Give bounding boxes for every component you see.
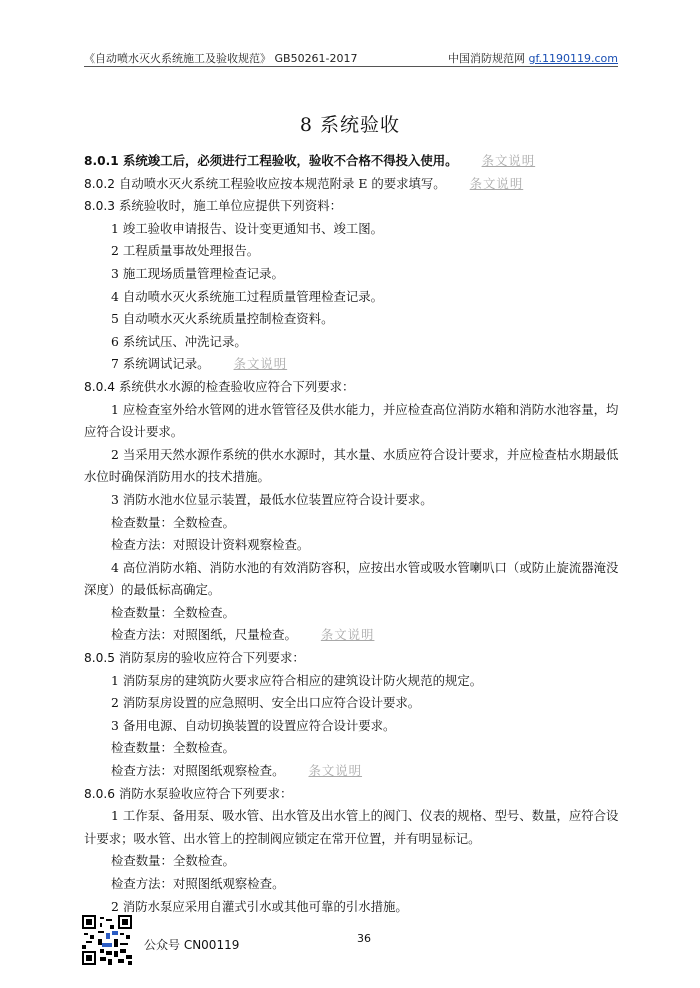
- inspection-method: [84, 624, 624, 647]
- clause-text: 自动喷水灭火系统工程验收应按本规范附录 E 的要求填写。: [118, 175, 446, 191]
- list-item: 6 系统试压、冲洗记录。: [111, 333, 247, 349]
- list-item: 1 应检查室外给水管网的进水管管径及供水能力，并应检查高位消防水箱和消防水池容量，均: [111, 401, 619, 417]
- list-item-continuation: 水位时确保消防用水的技术措施。: [84, 469, 270, 485]
- header-document-title: 《自动喷水灭火系统施工及验收规范》 GB50261-2017: [84, 52, 358, 65]
- page-number: 36: [357, 932, 371, 945]
- list-item-text: 7 系统调试记录。: [111, 356, 210, 372]
- header-site-name: 中国消防规范网: [447, 52, 529, 65]
- inspection-method: 检查方法：对照图纸观察检查。: [111, 876, 285, 891]
- list-item-continuation: 计要求；吸水管、出水管上的控制阀应锁定在常开位置，并有明显标记。: [84, 830, 481, 846]
- list-item: 1 消防泵房的建筑防火要求应符合相应的建筑设计防火规范的规定。: [111, 672, 483, 688]
- list-item: [84, 353, 624, 376]
- list-item: 4 高位消防水箱、消防水池的有效消防容积，应按出水管或吸水管喇叭口（或防止旋流器淹没: [111, 559, 619, 575]
- clause-8-0-5: [84, 647, 624, 670]
- footer-account: 公众号 CN00119: [144, 938, 240, 952]
- clause-8-0-3: [84, 195, 624, 218]
- explanation-link[interactable]: 条文说明: [308, 763, 363, 779]
- explanation-link[interactable]: 条文说明: [481, 153, 536, 168]
- explanation-link[interactable]: 条文说明: [233, 356, 288, 372]
- list-item: 4 自动喷水灭火系统施工过程质量管理检查记录。: [111, 288, 384, 304]
- clause-number: 8.0.4: [84, 379, 116, 394]
- list-item: 2 消防泵房设置的应急照明、安全出口应符合设计要求。: [111, 695, 421, 711]
- clause-text: 系统供水水源的检查验收应符合下列要求：: [118, 378, 355, 394]
- clause-8-0-1: [84, 150, 624, 173]
- inspection-quantity: 检查数量：全数检查。: [111, 514, 235, 530]
- clause-text: 消防泵房的验收应符合下列要求：: [118, 650, 305, 666]
- list-item: 2 当采用天然水源作系统的供水水源时，其水量、水质应符合设计要求，并应检查枯水期最低: [111, 446, 619, 462]
- clause-8-0-2: [84, 173, 624, 196]
- list-item: 2 消防水泵应采用自灌式引水或其他可靠的引水措施。: [111, 898, 408, 914]
- list-item: 3 消防水池水位显示装置，最低水位装置应符合设计要求。: [111, 491, 433, 507]
- document-body: [84, 150, 624, 918]
- page-header: [84, 50, 618, 67]
- inspection-quantity: 检查数量：全数检查。: [111, 604, 235, 620]
- list-item: 2 工程质量事故处理报告。: [111, 243, 260, 259]
- header-site: [448, 50, 618, 66]
- clause-text: 系统竣工后，必须进行工程验收，验收不合格不得投入使用。: [123, 153, 458, 168]
- header-site-link[interactable]: gf.1190119.com: [528, 52, 618, 65]
- list-item: 3 备用电源、自动切换装置的设置应符合设计要求。: [111, 717, 396, 733]
- explanation-link[interactable]: 条文说明: [469, 175, 524, 191]
- inspection-method: [84, 760, 624, 783]
- list-item: 3 施工现场质量管理检查记录。: [111, 265, 284, 281]
- list-item-continuation: 应符合设计要求。: [84, 424, 184, 440]
- explanation-link[interactable]: 条文说明: [320, 627, 375, 643]
- clause-text: 消防水泵验收应符合下列要求：: [118, 785, 293, 801]
- clause-number: 8.0.1: [84, 154, 119, 168]
- clause-text: 系统验收时，施工单位应提供下列资料：: [118, 198, 342, 214]
- inspection-method-text: 检查方法：对照图纸，尺量检查。: [111, 627, 297, 643]
- clause-number: 8.0.6: [84, 786, 116, 801]
- clause-number: 8.0.5: [84, 651, 116, 666]
- clause-8-0-4: [84, 376, 624, 399]
- section-title: 8 系统验收: [299, 114, 401, 136]
- inspection-method: 检查方法：对照设计资料观察检查。: [111, 537, 310, 553]
- inspection-quantity: 检查数量：全数检查。: [111, 853, 235, 869]
- clause-number: 8.0.2: [84, 176, 116, 191]
- clause-8-0-6: [84, 783, 624, 806]
- list-item-continuation: 深度）的最低标高确定。: [84, 582, 221, 598]
- list-item: 5 自动喷水灭火系统质量控制检查资料。: [111, 311, 334, 327]
- list-item: 1 竣工验收申请报告、设计变更通知书、竣工图。: [111, 220, 384, 236]
- inspection-method-text: 检查方法：对照图纸观察检查。: [111, 763, 285, 779]
- inspection-quantity: 检查数量：全数检查。: [111, 740, 235, 756]
- list-item: 1 工作泵、备用泵、吸水管、出水管及出水管上的阀门、仪表的规格、型号、数量，应符合设: [111, 808, 619, 824]
- qr-code-icon: [82, 915, 132, 965]
- clause-number: 8.0.3: [84, 199, 116, 214]
